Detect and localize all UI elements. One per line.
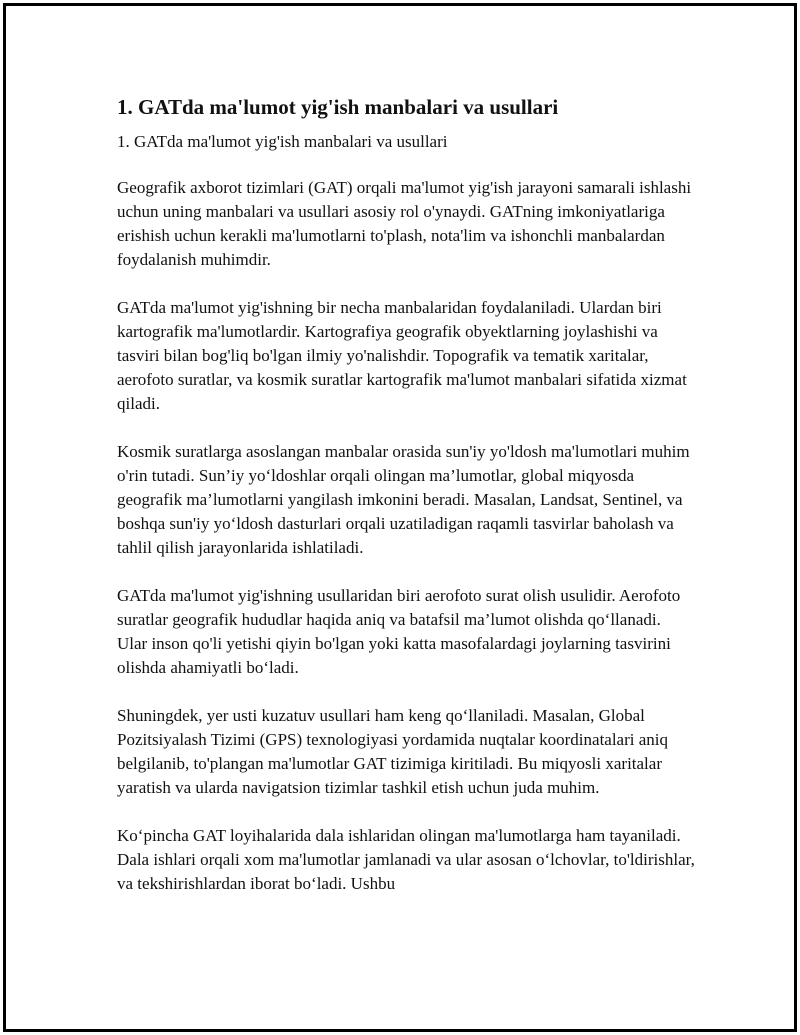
paragraph-intro: Geografik axborot tizimlari (GAT) orqali ma'lumot yig'ish jarayoni samarali ishlashi uchun uning manbalari va usullari asosiy rol o'ynaydi. GATning imkoniyatlariga erishish uchun kerakli ma'lumotlarni to'plash, nota'lim va ishonchli manbalardan foydalanish muhimdir.: [117, 178, 692, 269]
paragraph-satellite-sources: Kosmik suratlarga asoslangan manbalar orasida sun'iy yo'ldosh ma'lumotlari muhim o'rin tutadi. Sun’iy yo‘ldoshlar orqali olingan ma’lumotlar, global miqyosda geografik ma’lumotlarni yangilash imkonini beradi. Masalan, Landsat, Sentinel, va boshqa sun'iy yo‘ldosh dasturlari orqali uzatiladigan raqamli tasvirlar baholash va tahlil qilish jarayonlarida ishlatiladi.: [117, 442, 690, 557]
paragraph-ground-survey: Shuningdek, yer usti kuzatuv usullari ham keng qo‘llaniladi. Masalan, Global Pozitsiyalash Tizimi (GPS) texnologiyasi yordamida nuqtalar koordinatalari aniq belgilanib, to'plangan ma'lumotlar GAT tizimiga kiritiladi. Bu miqyosli xaritalar yaratish va ularda navigatsion tizimlar tashkil etish uchun juda muhim.: [117, 706, 669, 797]
paragraph-cartographic-sources: GATda ma'lumot yig'ishning bir necha manbalaridan foydalaniladi. Ulardan biri kartografik ma'lumotlardir. Kartografiya geografik obyektlarning joylashishi va tasviri bilan bog'liq bo'lgan ilmiy yo'nalishdir. Topografik va tematik xaritalar, aerofoto suratlar, va kosmik suratlar kartografik ma'lumot manbalari sifatida xizmat qiladi.: [117, 298, 687, 413]
paragraph-aerial-photography: GATda ma'lumot yig'ishning usullaridan biri aerofoto surat olish usulidir. Aerofoto suratlar geografik hududlar haqida aniq va batafsil ma’lumot olishda qo‘llanadi. Ular inson qo'li yetishi qiyin bo'lgan yoki katta masofalardagi joylarning tasvirini olishda ahamiyatli bo‘ladi.: [117, 586, 681, 677]
document-body: [117, 94, 695, 920]
document-subtitle: 1. GATda ma'lumot yig'ish manbalari va usullari: [117, 132, 448, 151]
paragraph-field-work: Ko‘pincha GAT loyihalarida dala ishlaridan olingan ma'lumotlarga ham tayaniladi. Dala ishlari orqali xom ma'lumotlar jamlanadi va ular asosan o‘lchovlar, to'ldirishlar, va tekshirishlardan iborat bo‘ladi. Ushbu: [117, 826, 695, 893]
document-title: 1. GATda ma'lumot yig'ish manbalari va usullari: [117, 95, 559, 119]
